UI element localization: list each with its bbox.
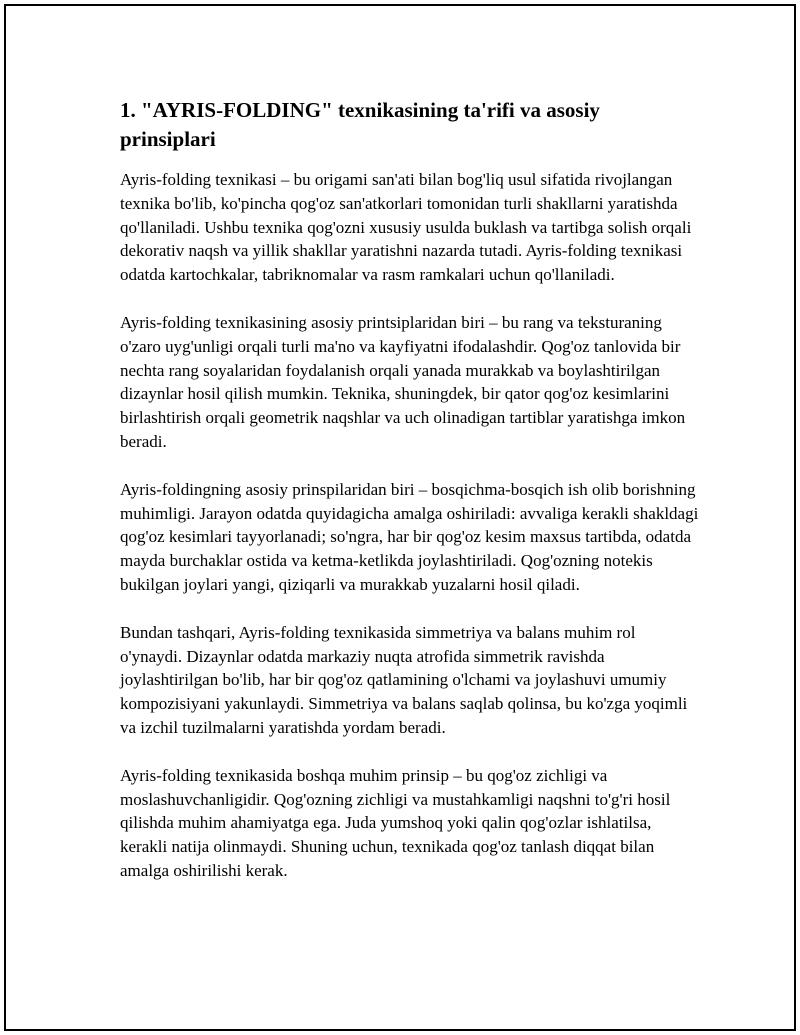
document-body — [120, 96, 700, 907]
section-heading: 1. "AYRIS-FOLDING" texnikasining ta'rifi va asosiy prinsiplari — [120, 98, 600, 151]
paragraph: Ayris-folding texnikasida boshqa muhim prinsip – bu qog'oz zichligi va moslashuvchanligidir. Qog'ozning zichligi va mustahkamligi naqshni to'g'ri hosil qilishda muhim ahamiyatga ega. Juda yumshoq yoki qalin qog'ozlar ishlatilsa, kerakli natija olinmaydi. Shuning uchun, texnikada qog'oz tanlash diqqat bilan amalga oshirilishi kerak. — [120, 765, 671, 880]
paragraph: Bundan tashqari, Ayris-folding texnikasida simmetriya va balans muhim rol o'ynaydi. Dizaynlar odatda markaziy nuqta atrofida simmetrik ravishda joylashtirilgan bo'lib, har bir qog'oz qatlamining o'lchami va joylashuvi umumiy kompozisiyani yakunlaydi. Simmetriya va balans saqlab qolinsa, bu ko'zga yoqimli va izchil tuzilmalarni yaratishda yordam beradi. — [120, 622, 688, 737]
paragraph: Ayris-foldingning asosiy prinspilaridan biri – bosqichma-bosqich ish olib borishning muhimligi. Jarayon odatda quyidagicha amalga oshiriladi: avvaliga kerakli shakldagi qog'oz kesimlari tayyorlanadi; so'ngra, har bir qog'oz kesim maxsus tartibda, odatda mayda burchaklar ostida va ketma-ketlikda joylashtiriladi. Qog'ozning notekis bukilgan joylari yangi, qiziqarli va murakkab yuzalarni hosil qiladi. — [120, 479, 699, 594]
paragraph: Ayris-folding texnikasining asosiy printsiplaridan biri – bu rang va teksturaning o'zaro uyg'unligi orqali turli ma'no va kayfiyatni ifodalashdir. Qog'oz tanlovida bir nechta rang soyalaridan foydalanish orqali yanada murakkab va boylashtirilgan dizaynlar hosil qilish mumkin. Teknika, shuningdek, bir qator qog'oz kesimlarini birlashtirish orqali geometrik naqshlar va uch olinadigan tartiblar yaratishga imkon beradi. — [120, 312, 686, 451]
paragraph: Ayris-folding texnikasi – bu origami san'ati bilan bog'liq usul sifatida rivojlangan texnika bo'lib, ko'pincha qog'oz san'atkorlari tomonidan turli shakllarni yaratishda qo'llaniladi. Ushbu texnika qog'ozni xususiy usulda buklash va tartibga solish orqali dekorativ naqsh va yillik shakllar yaratishni nazarda tutadi. Ayris-folding texnikasi odatda kartochkalar, tabriknomalar va rasm ramkalari uchun qo'llaniladi. — [120, 170, 692, 285]
page-frame — [4, 4, 796, 1031]
